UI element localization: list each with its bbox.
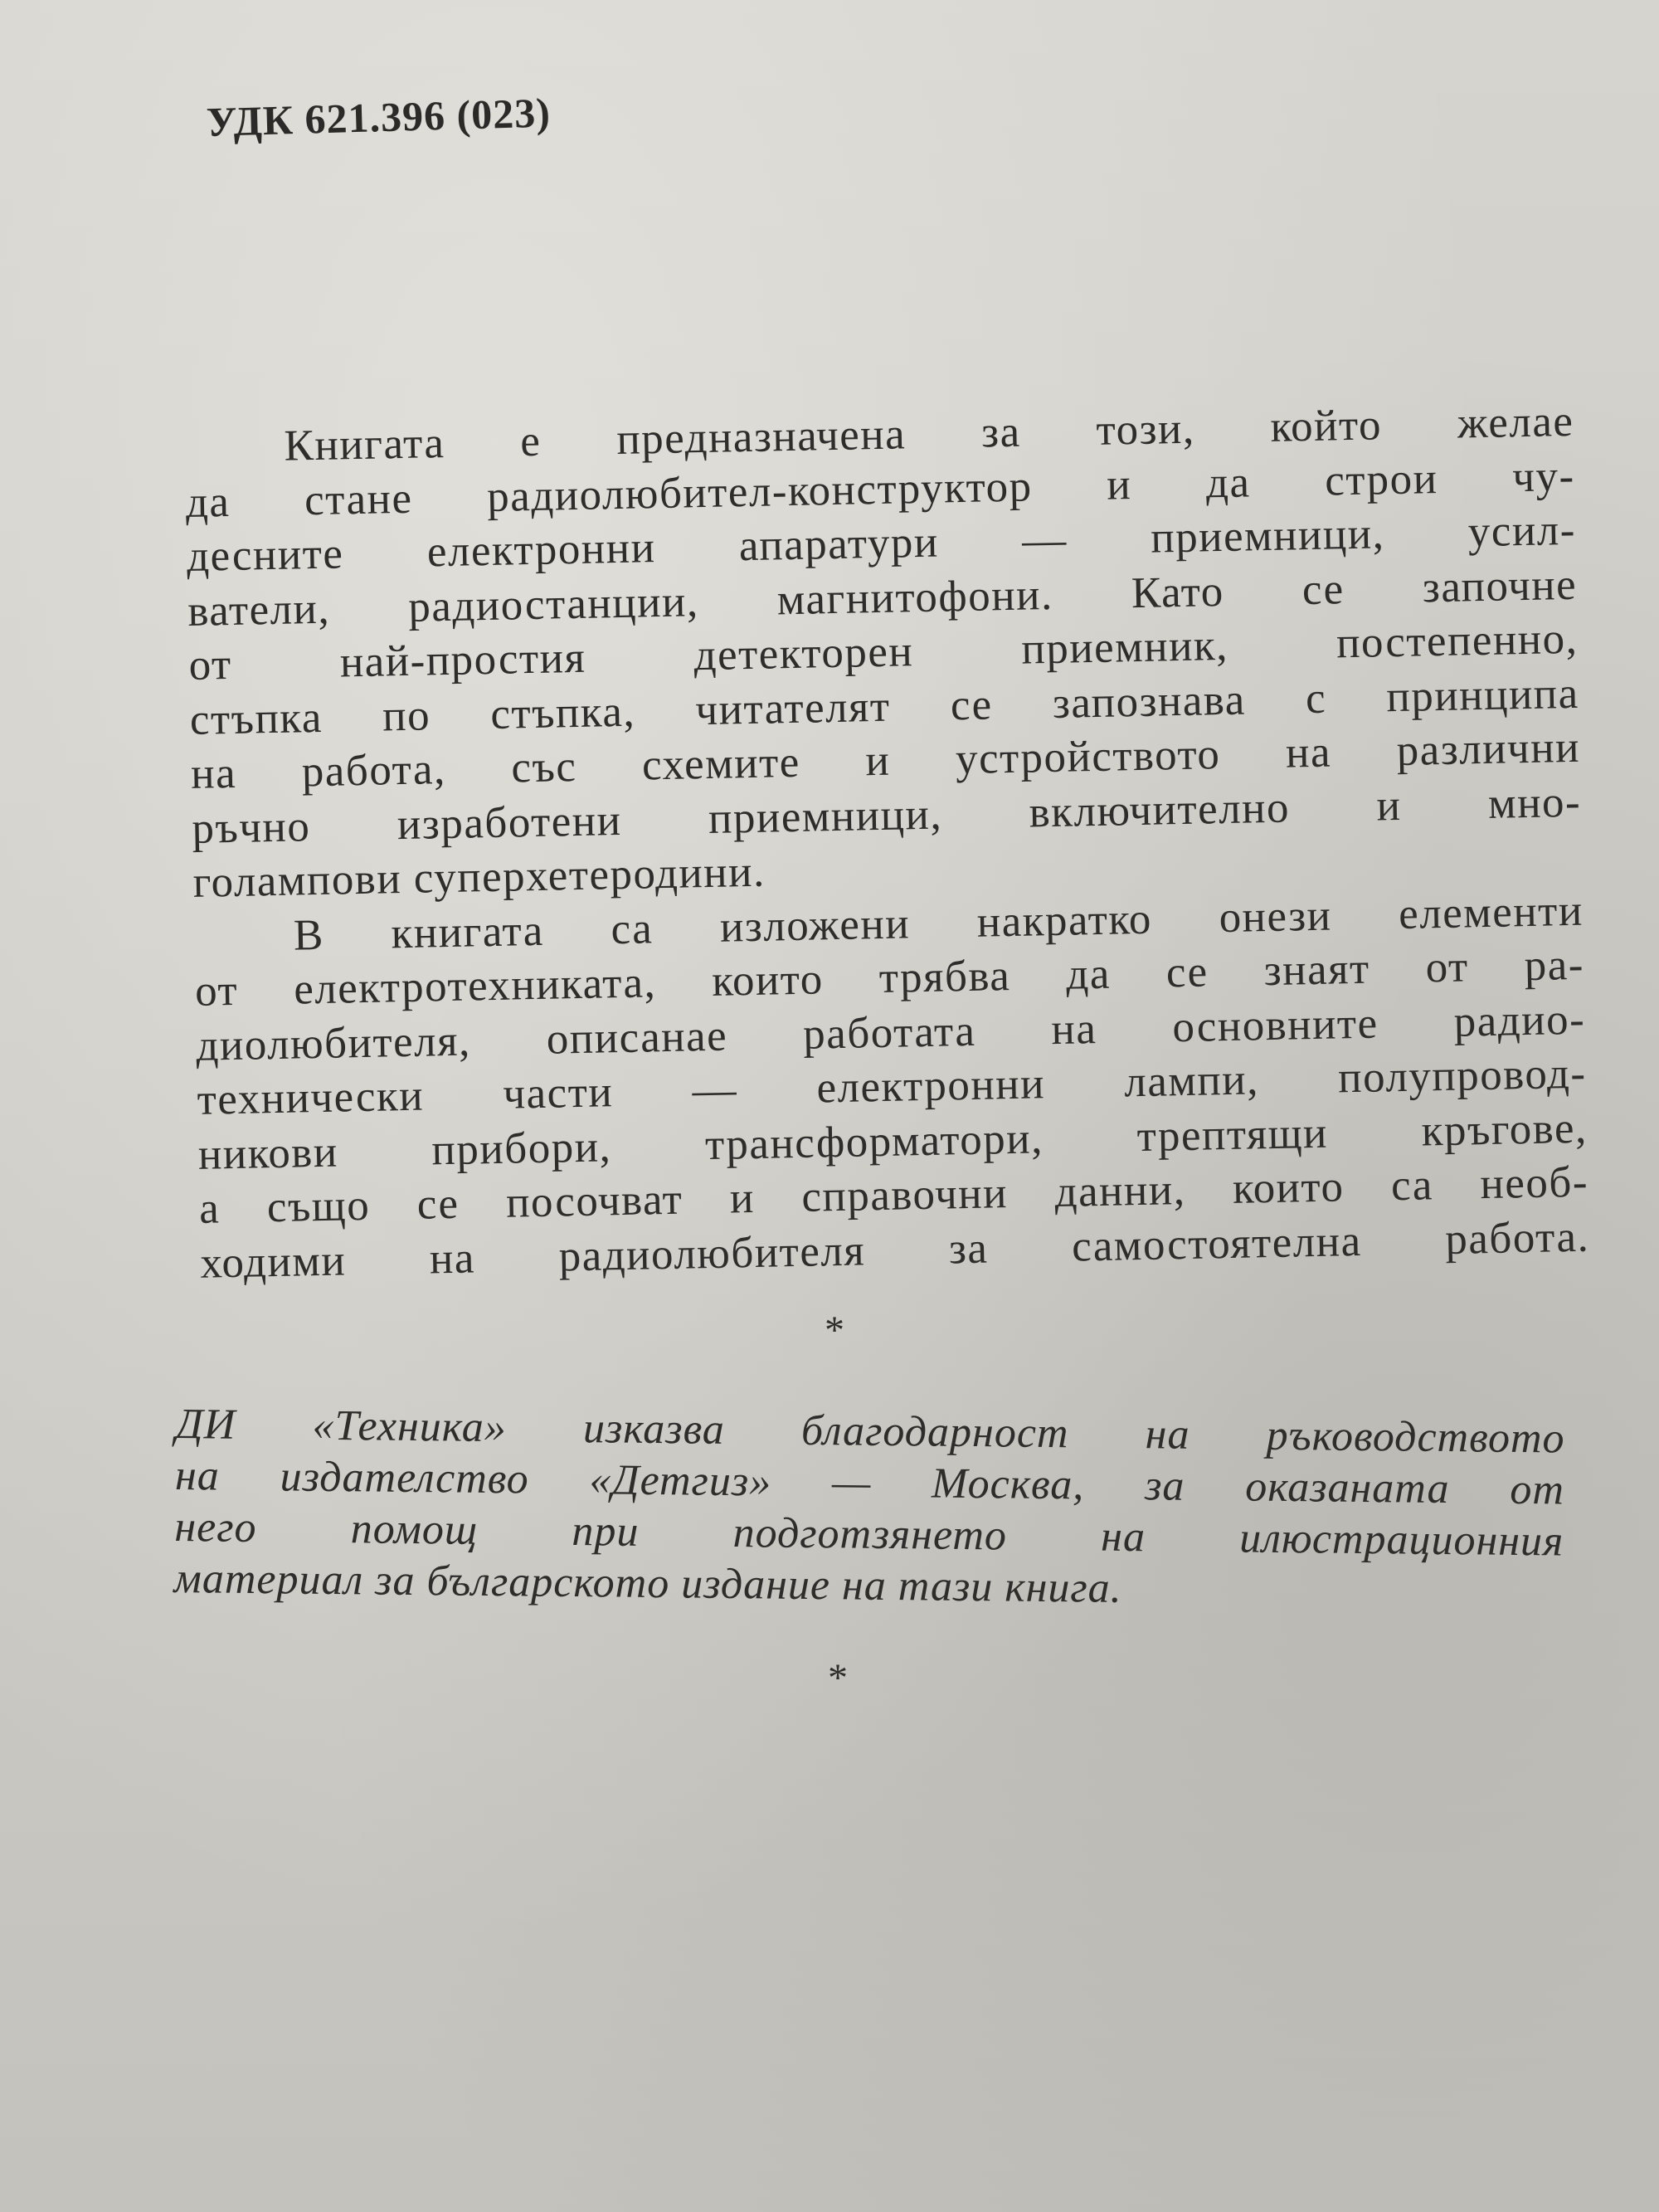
text-line: десните електронни апаратури — приемници, усил- xyxy=(186,505,1577,581)
text-line: от най-простия детекторен приемник, постепенно, xyxy=(188,614,1579,689)
separator-asterisk: * xyxy=(828,1656,848,1700)
text-line: Книгата е предназначена за този, който желае xyxy=(284,397,1574,470)
text-line: ватели, радиостанции, магнитофони. Като се започне xyxy=(187,560,1578,636)
text-line: него помощ при подготзянето на илюстрационния xyxy=(174,1503,1564,1566)
annotation-text xyxy=(184,395,1590,1291)
text-line: ходими на радиолюбителя за самостоятелна работа. xyxy=(199,1212,1590,1288)
text-line: стъпка по стъпка, читателят се запознава с принципа xyxy=(189,669,1580,744)
annotation-paragraph-2 xyxy=(193,884,1589,1291)
text-line: диолюбителя, описанае работата на основните радио- xyxy=(195,995,1586,1070)
text-line: никови прибори, трансформатори, трептящи кръгове, xyxy=(197,1104,1588,1179)
text-line: материал за българското издание на тази книга. xyxy=(173,1554,1122,1612)
text-line: на издателство «Детгиз» — Москва, за оказаната от xyxy=(174,1451,1565,1514)
text-line: ДИ «Техника» изказва благодарност на ръководството xyxy=(175,1400,1565,1463)
text-line: от електротехниката, които трябва да се знаят от ра- xyxy=(194,940,1585,1016)
text-line: ръчно изработени приемници, включително и мно- xyxy=(191,777,1582,853)
text-line: а също се посочват и справочни данни, които са необ- xyxy=(198,1157,1589,1233)
udk-classification: УДК 621.396 (023) xyxy=(206,89,552,145)
text-line: В книгата са изложени накратко онези елементи xyxy=(293,886,1584,960)
acknowledgement-text xyxy=(173,1399,1565,1620)
text-line: да стане радиолюбител-конструктор и да строи чу- xyxy=(185,451,1576,527)
annotation-paragraph-1 xyxy=(184,395,1583,911)
text-line: технически части — електронни лампи, полупровод- xyxy=(197,1049,1587,1124)
separator-asterisk: * xyxy=(825,1308,844,1352)
text-line: голампови суперхетеродини. xyxy=(192,847,766,907)
text-line: на работа, със схемите и устройството на различни xyxy=(190,723,1581,798)
